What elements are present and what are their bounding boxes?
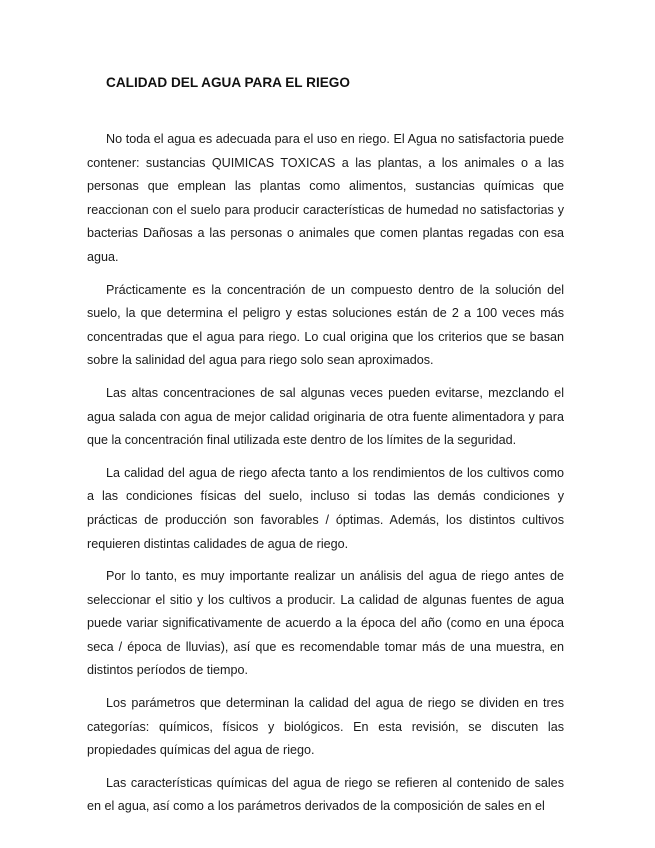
paragraph-caracteristicas-quimicas: Las características químicas del agua de riego se refieren al contenido de sales en el agua, así como a los parámetros derivados de la composición de sales en el (87, 775, 564, 814)
paragraph-agua-no-satisfactoria: No toda el agua es adecuada para el uso en riego. El Agua no satisfactoria puede contener: sustancias QUIMICAS TOXICAS a las plantas, a los animales o a las personas que emplean las plantas como alimentos, sustancias químicas que reaccionan con el suelo para producir características de humedad no satisfactorias y bacterias Dañosas a las personas o animales que comen plantas regadas con esa agua. (87, 132, 564, 264)
document-title: CALIDAD DEL AGUA PARA EL RIEGO (106, 75, 350, 90)
paragraph-parametros-calidad: Los parámetros que determinan la calidad del agua de riego se dividen en tres categorías: químicos, físicos y biológicos. En esta revisión, se discuten las propiedades químicas del agua de riego. (87, 696, 564, 758)
paragraph-calidad-rendimientos: La calidad del agua de riego afecta tanto a los rendimientos de los cultivos como a las condiciones físicas del suelo, incluso si todas las demás condiciones y prácticas de producción son favorables / óptimas. Además, los distintos cultivos requieren distintas calidades de agua de riego. (87, 465, 564, 551)
paragraph-concentracion-suelo: Prácticamente es la concentración de un compuesto dentro de la solución del suelo, la que determina el peligro y estas soluciones están de 2 a 100 veces más concentradas que el agua para riego. Lo cual origina que los criterios que se basan sobre la salinidad del agua para riego solo sean aproximados. (87, 282, 564, 368)
paragraph-analisis-agua: Por lo tanto, es muy importante realizar un análisis del agua de riego antes de seleccionar el sitio y los cultivos a producir. La calidad de algunas fuentes de agua puede variar significativamente de acuerdo a la época del año (como en una época seca / época de lluvias), así que es recomendable tomar más de una muestra, en distintos períodos de tiempo. (87, 569, 564, 678)
paragraph-altas-concentraciones-sal: Las altas concentraciones de sal algunas veces pueden evitarse, mezclando el agua salada con agua de mejor calidad originaria de otra fuente alimentadora y para que la concentración final utilizada este dentro de los límites de la seguridad. (87, 385, 564, 448)
document-body (87, 128, 564, 819)
